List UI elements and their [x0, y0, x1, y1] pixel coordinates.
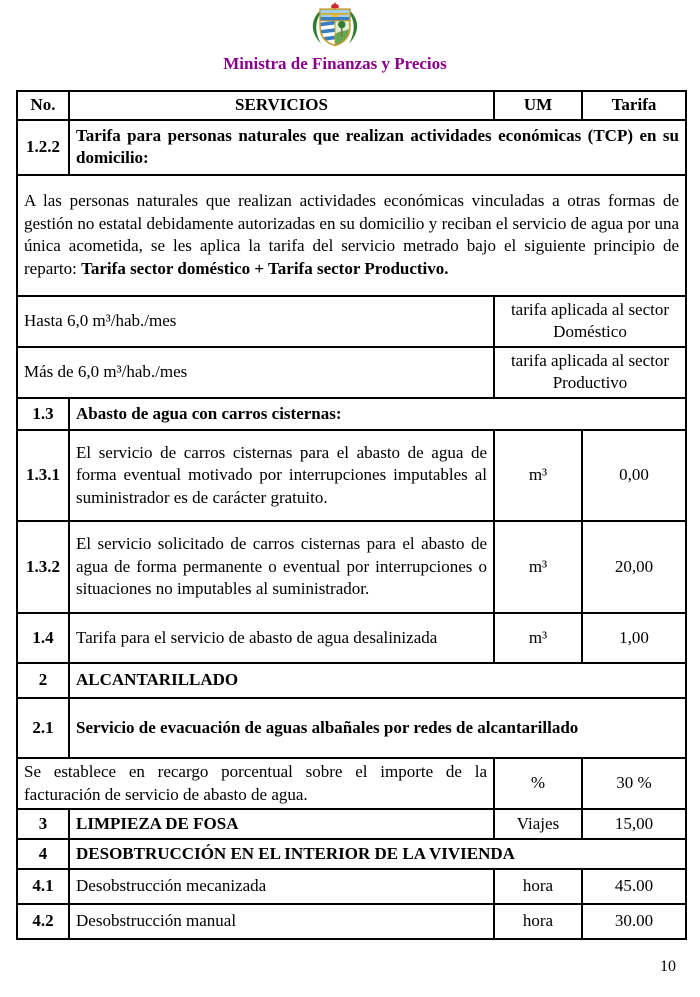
table-row-1-3-2: [17, 521, 686, 613]
cell-um: m³: [494, 521, 582, 613]
cell-servicios: Tarifa para el servicio de abasto de agua desalinizada: [69, 613, 494, 663]
page-number: 10: [660, 958, 676, 975]
ministry-title: Ministra de Finanzas y Precios: [223, 54, 447, 73]
cell-applied-tariff: tarifa aplicada al sector Doméstico: [494, 296, 686, 347]
table-row-recargo: [17, 758, 686, 809]
cell-servicios: Desobstrucción manual: [69, 904, 494, 939]
cell-no: 2: [17, 663, 69, 698]
cell-servicios: Servicio de evacuación de aguas albañales por redes de alcantarillado: [69, 698, 686, 758]
cuba-coat-of-arms-icon: [307, 1, 363, 47]
cell-range: Más de 6,0 m³/hab./mes: [17, 347, 494, 398]
cell-tarifa: 30 %: [582, 758, 686, 809]
table-row-mas: [17, 347, 686, 398]
table-row-1-4: [17, 613, 686, 663]
table-row-3: [17, 809, 686, 839]
cell-um: m³: [494, 430, 582, 521]
table-header-row: [17, 91, 686, 120]
cell-no: 2.1: [17, 698, 69, 758]
cell-tarifa: 15,00: [582, 809, 686, 839]
cell-servicios: Se establece en recargo porcentual sobre el importe de la facturación de servicio de abasto de agua.: [17, 758, 494, 809]
cell-no: 4.1: [17, 869, 69, 904]
cell-no: 1.3.2: [17, 521, 69, 613]
document-header: [0, 0, 670, 74]
column-header-servicios: SERVICIOS: [69, 91, 494, 120]
table-row-4-1: [17, 869, 686, 904]
cell-tarifa: 20,00: [582, 521, 686, 613]
cell-um: Viajes: [494, 809, 582, 839]
cell-no: 1.3: [17, 398, 69, 430]
table-row-1-2-2: [17, 120, 686, 175]
cell-tarifa: 45.00: [582, 869, 686, 904]
cell-um: %: [494, 758, 582, 809]
column-header-um: UM: [494, 91, 582, 120]
paragraph-text: A las personas naturales que realizan actividades económicas vinculadas a otras formas de gestión no estatal debidamente autorizadas en su domicilio y reciban el servicio de agua por una única acometida, se les aplica la tarifa del servicio metrado bajo el siguiente principio de reparto:: [24, 190, 679, 278]
cell-um: hora: [494, 904, 582, 939]
cell-servicios: El servicio solicitado de carros cisternas para el abasto de agua de forma permanente o eventual por interrupciones o situaciones no imputables al suministrador.: [69, 521, 494, 613]
table-row-4: [17, 839, 686, 869]
cell-servicios: ALCANTARILLADO: [69, 663, 686, 698]
cell-um: hora: [494, 869, 582, 904]
cell-servicios: Desobstrucción mecanizada: [69, 869, 494, 904]
cell-no: 3: [17, 809, 69, 839]
table-row-intro-paragraph: [17, 175, 686, 296]
cell-servicios: LIMPIEZA DE FOSA: [69, 809, 494, 839]
column-header-tarifa: Tarifa: [582, 91, 686, 120]
cell-paragraph: [17, 175, 686, 296]
table-row-2-1: [17, 698, 686, 758]
tariff-table: [16, 90, 687, 940]
cell-servicios: El servicio de carros cisternas para el abasto de agua de forma eventual motivado por interrupciones imputables al suministrador es de carácter gratuito.: [69, 430, 494, 521]
cell-no: 1.2.2: [17, 120, 69, 175]
table-row-1-3: [17, 398, 686, 430]
cell-servicios: Abasto de agua con carros cisternas:: [69, 398, 686, 430]
table-row-1-3-1: [17, 430, 686, 521]
paragraph-text-bold: Tarifa sector doméstico + Tarifa sector Productivo.: [81, 258, 449, 278]
cell-no: 4.2: [17, 904, 69, 939]
cell-applied-tariff: tarifa aplicada al sector Productivo: [494, 347, 686, 398]
cell-tarifa: 0,00: [582, 430, 686, 521]
cell-range: Hasta 6,0 m³/hab./mes: [17, 296, 494, 347]
cell-servicios: Tarifa para personas naturales que realizan actividades económicas (TCP) en su domicilio:: [69, 120, 686, 175]
cell-no: 1.3.1: [17, 430, 69, 521]
cell-tarifa: 30.00: [582, 904, 686, 939]
column-header-no: No.: [17, 91, 69, 120]
table-row-2: [17, 663, 686, 698]
table-row-4-2: [17, 904, 686, 939]
table-row-hasta: [17, 296, 686, 347]
cell-tarifa: 1,00: [582, 613, 686, 663]
cell-um: m³: [494, 613, 582, 663]
cell-no: 4: [17, 839, 69, 869]
cell-servicios: DESOBTRUCCIÓN EN EL INTERIOR DE LA VIVIENDA: [69, 839, 686, 869]
cell-no: 1.4: [17, 613, 69, 663]
